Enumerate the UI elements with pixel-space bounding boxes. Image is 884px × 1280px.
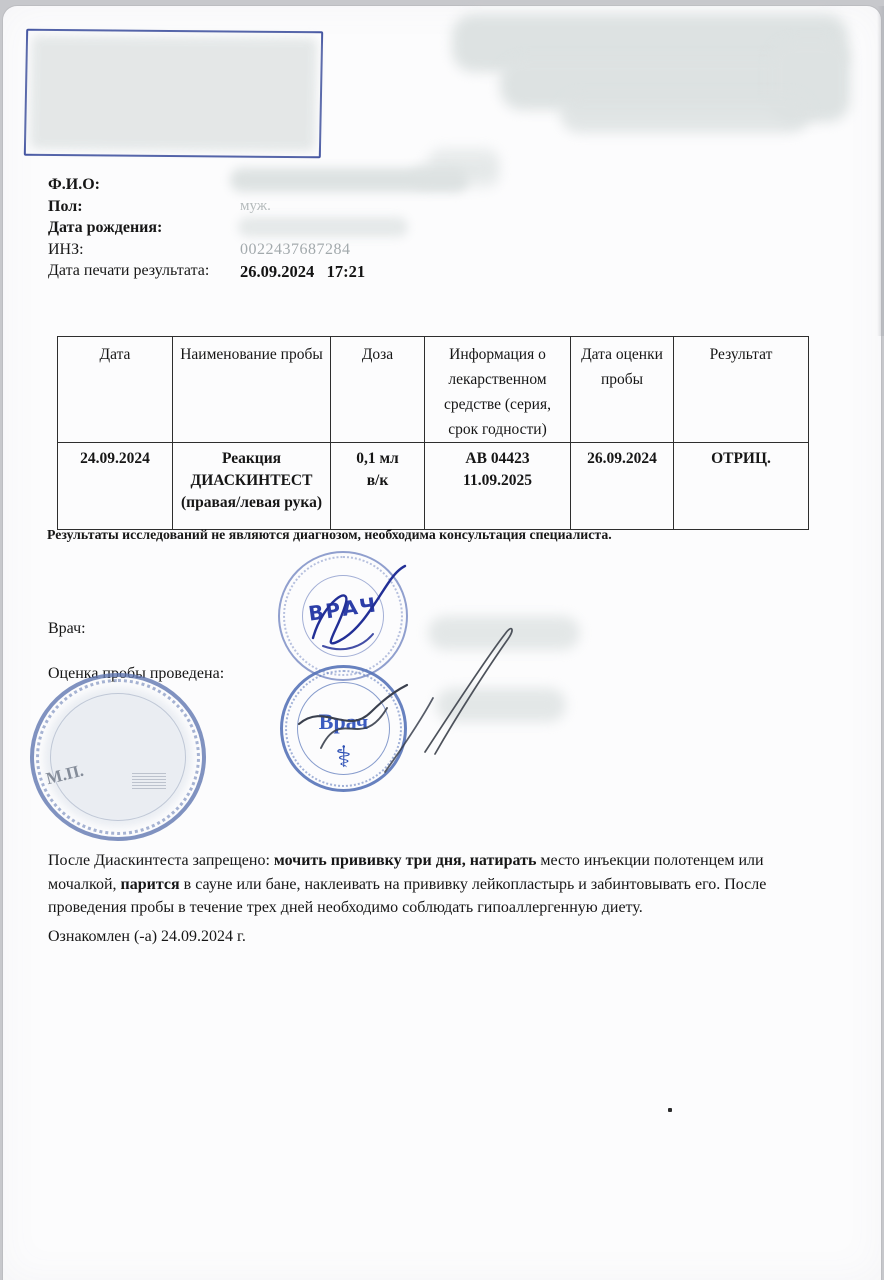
clinic-rect-stamp bbox=[24, 29, 323, 159]
signature-doctor-2 bbox=[299, 685, 407, 724]
aftercare-text: После Диаскинтеста запрещено: bbox=[48, 852, 274, 869]
sex-value: муж. bbox=[240, 197, 271, 214]
aftercare-text: место инъекции полотенцем или мочалкой, bbox=[48, 852, 764, 893]
acknowledged-line: Ознакомлен (-а) 24.09.2024 г. bbox=[48, 928, 246, 945]
redacted-clinic-stamp-content bbox=[30, 36, 317, 151]
redacted-name-value bbox=[412, 163, 500, 188]
printdate-value: 26.09.2024 17:21 bbox=[240, 262, 366, 282]
header-cell-result: Результат bbox=[674, 337, 809, 443]
dose-value: 0,1 мл в/к bbox=[356, 450, 399, 489]
header-cell-date: Дата bbox=[58, 337, 173, 443]
page-edge-shading bbox=[877, 6, 884, 336]
signature-doctor-2-stroke bbox=[321, 708, 387, 748]
patient-row-printdate bbox=[48, 262, 365, 284]
signature-pen-loop bbox=[425, 629, 512, 754]
scan-artifact-dot bbox=[668, 1108, 672, 1112]
cell-dose bbox=[331, 443, 425, 530]
table-data-row bbox=[58, 443, 809, 530]
aftercare-paragraph bbox=[48, 849, 816, 920]
patient-row-inz bbox=[48, 241, 365, 263]
results-table bbox=[57, 336, 809, 530]
caduceus-icon: ⚕ bbox=[335, 740, 352, 775]
mp-mark: М.П. bbox=[44, 760, 86, 789]
header-cell-drug-info: Информация о лекарственном средстве (серия, срок годности) bbox=[425, 337, 571, 443]
cell-eval-date: 26.09.2024 bbox=[571, 443, 674, 530]
seal-inner-ring bbox=[50, 693, 186, 821]
printdate-label: Дата печати результата: bbox=[48, 262, 210, 280]
inz-value: 0022437687284 bbox=[240, 240, 351, 258]
header-cell-test-name: Наименование пробы bbox=[173, 337, 331, 443]
aftercare-text: в сауне или бане, наклеивать на прививку лейкопластырь и забинтовывать его. После проведения пробы в течение трех дней необходимо соблюдать гипоаллергенную диету. bbox=[48, 875, 767, 916]
redacted-header-text bbox=[560, 95, 810, 133]
cell-test-name: Реакция ДИАСКИНТЕСТ (правая/левая рука) bbox=[173, 443, 331, 530]
official-round-seal bbox=[30, 673, 206, 841]
seal-hatch-mark bbox=[132, 773, 166, 789]
patient-row-sex bbox=[48, 198, 365, 220]
sex-label: Пол: bbox=[48, 197, 83, 215]
cell-result: ОТРИЦ. bbox=[674, 443, 809, 530]
cell-date: 24.09.2024 bbox=[58, 443, 173, 530]
aftercare-bold-1: мочить прививку три дня, натирать bbox=[273, 852, 537, 869]
header-cell-dose: Доза bbox=[331, 337, 425, 443]
inz-label: ИНЗ: bbox=[48, 240, 84, 258]
cell-drug-info: АВ 04423 11.09.2025 bbox=[425, 443, 571, 530]
birthdate-label: Дата рождения: bbox=[48, 219, 163, 237]
signatures-overlay bbox=[265, 540, 535, 810]
header-cell-eval-date: Дата оценки пробы bbox=[571, 337, 674, 443]
stamp-vrach-text: Врач bbox=[318, 709, 369, 734]
disclaimer-note: Результаты исследований не являются диагнозом, необходима консультация специалиста. bbox=[47, 527, 612, 542]
aftercare-bold-2: парится bbox=[120, 875, 180, 893]
table-header-row bbox=[58, 337, 809, 443]
stamp-vrach-text: ВРАЧ bbox=[306, 592, 380, 626]
doctor-label: Врач: bbox=[48, 620, 86, 637]
redacted-birthdate-value bbox=[238, 217, 408, 237]
fio-label: Ф.И.О: bbox=[48, 176, 100, 193]
assessment-label: Оценка пробы проведена: bbox=[48, 665, 225, 682]
signature-doctor-1 bbox=[313, 566, 405, 643]
signature-doctor-2-tail bbox=[385, 698, 433, 772]
